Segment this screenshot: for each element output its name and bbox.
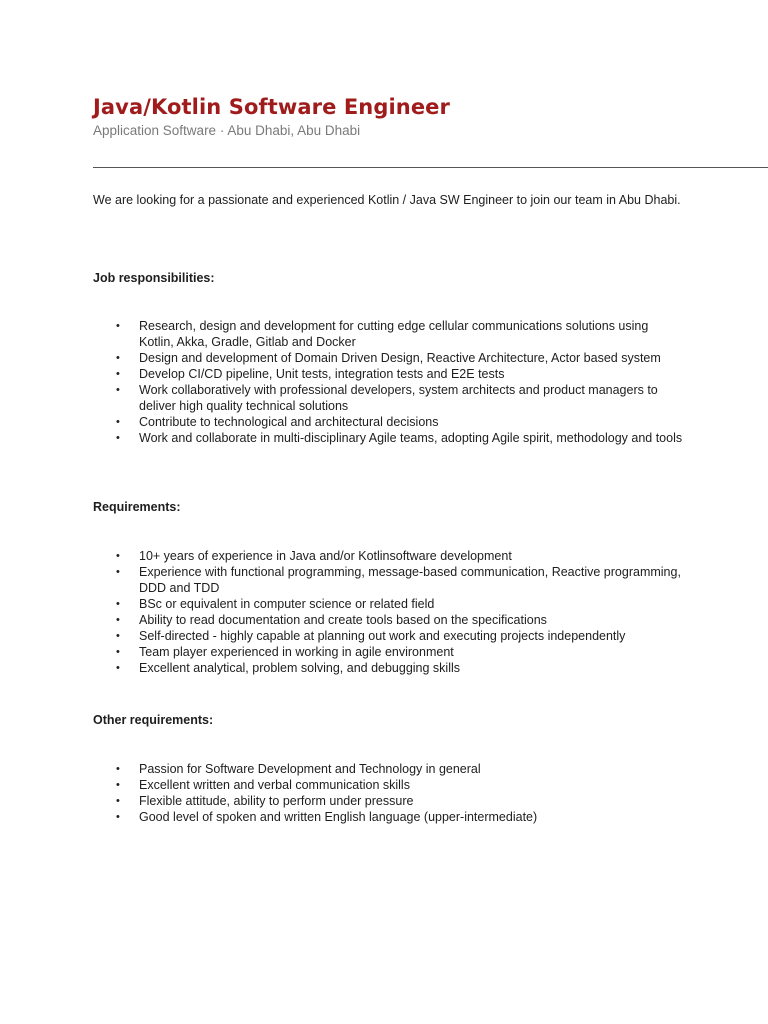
bullet-icon: • — [116, 795, 120, 807]
bullet-icon: • — [116, 550, 120, 562]
list-item — [93, 628, 683, 644]
requirements-list — [93, 548, 683, 676]
intro-paragraph: We are looking for a passionate and experienced Kotlin / Java SW Engineer to join our team in Abu Dhabi. — [93, 193, 681, 207]
list-item — [93, 430, 683, 446]
list-item — [93, 350, 683, 366]
responsibilities-list — [93, 318, 683, 446]
list-item — [93, 644, 683, 660]
list-item-text: Contribute to technological and architectural decisions — [139, 415, 439, 429]
list-item-text: BSc or equivalent in computer science or related field — [139, 597, 435, 611]
requirements-heading: Requirements: — [93, 500, 181, 514]
list-item-text: Ability to read documentation and create tools based on the specifications — [139, 613, 547, 627]
list-item — [93, 596, 683, 612]
list-item-text: Good level of spoken and written English language (upper-intermediate) — [139, 810, 538, 824]
list-item-text: Research, design and development for cutting edge cellular communications solutions using Kotlin, Akka, Gradle, Gitlab and Docker — [139, 319, 649, 349]
list-item — [93, 793, 683, 809]
list-item — [93, 564, 683, 596]
list-item — [93, 612, 683, 628]
bullet-icon: • — [116, 432, 120, 444]
job-title: Java/Kotlin Software Engineer — [93, 95, 450, 119]
list-item-text: Passion for Software Development and Technology in general — [139, 762, 481, 776]
list-item-text: Team player experienced in working in agile environment — [139, 645, 454, 659]
other-requirements-heading: Other requirements: — [93, 713, 214, 727]
bullet-icon: • — [116, 566, 120, 578]
list-item — [93, 382, 683, 414]
list-item — [93, 660, 683, 676]
list-item-text: Design and development of Domain Driven Design, Reactive Architecture, Actor based system — [139, 351, 661, 365]
list-item-text: Work collaboratively with professional developers, system architects and product managers to deliver high quality technical solutions — [139, 383, 658, 413]
bullet-icon: • — [116, 614, 120, 626]
list-item — [93, 777, 683, 793]
list-item — [93, 548, 683, 564]
list-item-text: Self-directed - highly capable at planning out work and executing projects independently — [139, 629, 626, 643]
job-description — [93, 190, 683, 824]
bullet-icon: • — [116, 662, 120, 674]
list-item — [93, 809, 683, 825]
bullet-icon: • — [116, 368, 120, 380]
responsibilities-heading: Job responsibilities: — [93, 271, 215, 285]
list-item — [93, 761, 683, 777]
job-subtitle: Application Software · Abu Dhabi, Abu Dhabi — [93, 123, 361, 138]
bullet-icon: • — [116, 416, 120, 428]
list-item-text: Develop CI/CD pipeline, Unit tests, integration tests and E2E tests — [139, 367, 505, 381]
header-divider — [93, 167, 768, 168]
list-item-text: Work and collaborate in multi-disciplinary Agile teams, adopting Agile spirit, methodology and tools — [139, 431, 683, 445]
list-item-text: Excellent analytical, problem solving, and debugging skills — [139, 661, 461, 675]
list-item-text: Experience with functional programming, message-based communication, Reactive programming, DDD and TDD — [139, 565, 681, 595]
bullet-icon: • — [116, 779, 120, 791]
bullet-icon: • — [116, 384, 120, 396]
bullet-icon: • — [116, 763, 120, 775]
list-item-text: Flexible attitude, ability to perform under pressure — [139, 794, 414, 808]
other-requirements-list — [93, 761, 683, 825]
list-item — [93, 318, 683, 350]
bullet-icon: • — [116, 630, 120, 642]
list-item — [93, 414, 683, 430]
bullet-icon: • — [116, 646, 120, 658]
list-item-text: 10+ years of experience in Java and/or Kotlinsoftware development — [139, 549, 512, 563]
bullet-icon: • — [116, 320, 120, 332]
list-item — [93, 366, 683, 382]
bullet-icon: • — [116, 352, 120, 364]
list-item-text: Excellent written and verbal communication skills — [139, 778, 410, 792]
bullet-icon: • — [116, 598, 120, 610]
bullet-icon: • — [116, 811, 120, 823]
